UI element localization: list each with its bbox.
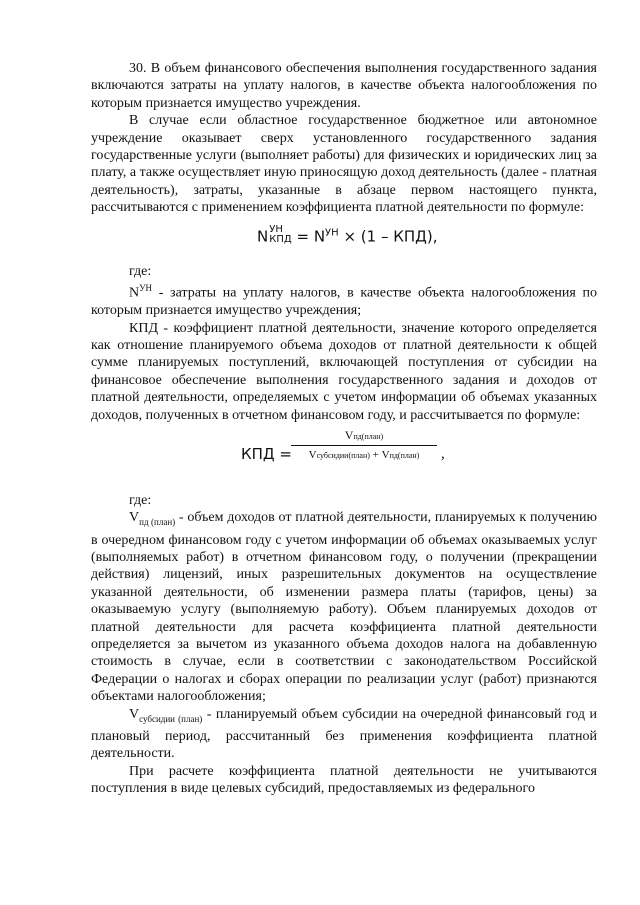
formula-lhs-sup: УН [269, 223, 283, 235]
formula-lhs-sub: КПД [269, 233, 292, 245]
where-label-1: где: [129, 263, 152, 279]
formula2-numerator [291, 428, 437, 445]
def-vpd-text: - объем доходов от платной деятельности, планируемых к получению в очередном финансовом году с учетом информации об объемах оказываемых услуг (выполняемых работ) в отчетном финансовом году, о получении (прекращении действия) лицензий, иных разрешительных документов на осуществление указанной деятельности, об изменении размера платы (тарифов, цены) за оказываемую услугу (выполняемую работу). Объем планируемых доходов от платной деятельности для расчета коэффициента платной деятельности определяется за вычетом из указанного объема доходов налога на добавленную стоимость в случае, если в соответствии с законодательством Российской Федерации о налогах и сборах операции по реализации услуг (работ) признаются объектами налогообложения; [91, 510, 597, 705]
num-sub: пд(план) [353, 431, 384, 441]
def-vpd-symbol: V [129, 510, 140, 526]
def-nun-text: - затраты на уплату налогов, в качестве объекта налогообложения по которым признается имущество учреждения; [91, 285, 597, 319]
paragraph-paid-activity: В случае если областное государственное бюджетное или автономное учреждение оказывает сверх установленного государственного задания государственные услуги (выполняет работы) для физических и юридических лиц за плату, а также осуществляет иную приносящую доход деятельность (далее - платная деятельность), затраты, указанные в абзаце первом настоящего пункта, рассчитываются с применением коэффициента платной деятельности по формуле: [91, 113, 597, 216]
formula2-comma: , [441, 445, 445, 462]
formula-equals: = [296, 227, 310, 246]
den-plus: + [372, 448, 379, 461]
formula-lhs-indices [269, 225, 291, 245]
def-nun-symbol: N [129, 285, 140, 301]
formula2-fraction [291, 428, 437, 461]
den-sub-2: пд(план) [389, 450, 420, 460]
formula-rhs-rest: × (1 – КПД), [343, 227, 438, 246]
den-symbol-2: V [381, 448, 390, 461]
den-symbol-1: V [308, 448, 317, 461]
def-vsub-symbol: V [129, 706, 140, 722]
definition-vsub [91, 706, 597, 763]
formula-lhs-symbol: N [257, 227, 269, 246]
def-vpd-sub: пд (план) [139, 517, 176, 528]
formula-kpd-ratio [91, 424, 597, 492]
document-page [91, 60, 597, 797]
paragraph-last: При расчете коэффициента платной деятельности не учитываются поступления в виде целевых субсидий, предоставляемых из федерального [91, 763, 597, 797]
definition-kpd: КПД - коэффициент платной деятельности, значение которого определяется как отношение планируемого объема доходов от платной деятельности к общей сумме планируемых поступлений, включающей поступления от субсидии на финансовое обеспечение выполнения государственного задания и доходов от платной деятельности, определяемых с учетом информации об объемах указанных доходов, полученных в отчетном финансовом году, и рассчитывается по формуле: [91, 320, 597, 423]
where-label-2: где: [129, 492, 152, 508]
num-symbol: V [344, 427, 354, 442]
formula2-lhs: КПД = [241, 444, 292, 463]
formula-kpd-tax [91, 217, 597, 263]
definition-nun [91, 280, 597, 319]
den-sub-1: субсидии(план) [316, 450, 370, 460]
def-nun-sup: УН [139, 283, 152, 294]
formula-rhs-symbol: N [313, 227, 326, 246]
definition-vpd [91, 509, 597, 705]
formula-expression [257, 223, 438, 247]
def-vsub-text: - планируемый объем субсидии на очередной финансовый год и плановый период, рассчитанный без применения коэффициента платной деятельности. [91, 706, 597, 762]
formula-rhs-sup: УН [325, 227, 339, 239]
paragraph-30: 30. В объем финансового обеспечения выполнения государственного задания включаются затраты на уплату налогов, в качестве объекта налогообложения по которым признается имущество учреждения. [91, 61, 597, 111]
def-vsub-sub: субсидии (план) [139, 713, 203, 724]
formula2-denominator [291, 446, 437, 461]
